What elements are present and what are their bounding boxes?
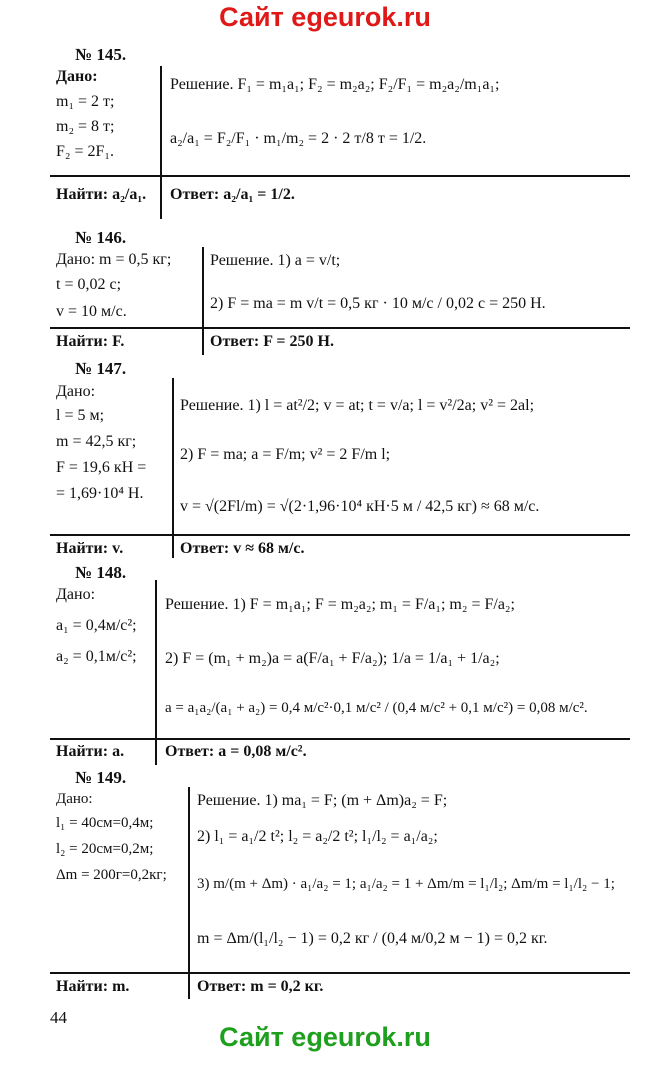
divider-vertical <box>202 247 204 355</box>
problem-147-given <box>56 381 146 504</box>
divider-vertical <box>172 378 174 558</box>
problem-149-solution-2: 2) l₁ = a₁/2 t²; l₂ = a₂/2 t²; l₁/l₂ = a₁/a₂; <box>197 828 438 845</box>
given-line: Дано: m = 0,5 кг; <box>56 251 172 268</box>
problem-147-solution-3: v = √(2Fl/m) = √(2·1,96·10⁴ кН·5 м / 42,5 кг) ≈ 68 м/с. <box>180 498 540 515</box>
given-line: m₂ = 8 т; <box>56 118 115 135</box>
given-line: m = 42,5 кг; <box>56 433 137 450</box>
problem-145-solution-1: Решение. F₁ = m₁a₁; F₂ = m₂a₂; F₂/F₁ = m₂a₂/m₁a₁; <box>170 76 500 93</box>
given-line: a₂ = 0,1м/с²; <box>56 648 137 665</box>
problem-147-find: Найти: v. <box>56 540 124 557</box>
problem-145-given <box>56 66 114 162</box>
problem-148-given <box>56 584 137 667</box>
given-line: l₁ = 40см=0,4м; <box>56 815 154 831</box>
problem-149-solution-3: 3) m/(m + Δm) · a₁/a₂ = 1; a₁/a₂ = 1 + Δm/m = l₁/l₂; Δm/m = l₁/l₂ − 1; <box>197 876 615 892</box>
site-footer-title: Сайт egeurok.ru <box>219 1022 431 1052</box>
given-line: F₂ = 2F₁. <box>56 143 114 160</box>
given-line: Δm = 200г=0,2кг; <box>56 867 167 883</box>
given-line: = 1,69·10⁴ Н. <box>56 485 144 502</box>
given-line: v = 10 м/с. <box>56 303 127 320</box>
problem-149-answer: Ответ: m = 0,2 кг. <box>197 978 324 995</box>
problem-147-answer: Ответ: v ≈ 68 м/с. <box>180 540 305 557</box>
given-line: Дано: <box>56 68 98 85</box>
problem-145-solution-2: a₂/a₁ = F₂/F₁ · m₁/m₂ = 2 · 2 т/8 т = 1/2. <box>170 130 427 147</box>
problem-146-number: № 146. <box>75 228 127 247</box>
given-line: a₁ = 0,4м/с²; <box>56 617 137 634</box>
divider-vertical <box>188 787 190 999</box>
problem-146-solution-1: Решение. 1) a = v/t; <box>210 252 341 269</box>
problem-148-solution-3: a = a₁a₂/(a₁ + a₂) = 0,4 м/с²·0,1 м/с² / (0,4 м/с² + 0,1 м/с²) = 0,08 м/с². <box>165 700 588 716</box>
given-line: F = 19,6 кН = <box>56 459 147 476</box>
problem-146-find: Найти: F. <box>56 333 125 350</box>
problem-148-find: Найти: a. <box>56 743 125 760</box>
problem-145-number: № 145. <box>75 45 127 64</box>
given-line: Дано: <box>56 383 96 400</box>
problem-146-given <box>56 249 171 322</box>
problem-147-solution-1: Решение. 1) l = at²/2; v = at; t = v/a; l = v²/2a; v² = 2al; <box>180 397 535 414</box>
problem-146-solution-2: 2) F = ma = m v/t = 0,5 кг · 10 м/с / 0,02 с = 250 Н. <box>210 295 546 312</box>
divider-horizontal <box>50 972 630 974</box>
problem-149-solution-1: Решение. 1) ma₁ = F; (m + Δm)a₂ = F; <box>197 792 448 809</box>
given-line: l = 5 м; <box>56 407 105 424</box>
divider-horizontal <box>50 327 630 329</box>
problem-147-solution-2: 2) F = ma; a = F/m; v² = 2 F/m l; <box>180 446 391 463</box>
problem-149-solution-4: m = Δm/(l₁/l₂ − 1) = 0,2 кг / (0,4 м/0,2 м − 1) = 0,2 кг. <box>197 930 548 947</box>
given-line: m₁ = 2 т; <box>56 93 115 110</box>
problem-145-answer: Ответ: a₂/a₁ = 1/2. <box>170 186 295 203</box>
given-line: Дано: <box>56 791 93 807</box>
given-line: Дано: <box>56 586 96 603</box>
problem-149-number: № 149. <box>75 768 127 787</box>
site-header-title: Сайт egeurok.ru <box>219 2 431 32</box>
problem-149-given <box>56 789 167 886</box>
divider-horizontal <box>50 534 630 536</box>
problem-149-find: Найти: m. <box>56 978 130 995</box>
problem-145-find: Найти: a₂/a₁. <box>56 186 147 203</box>
page-number: 44 <box>50 1008 67 1027</box>
given-line: t = 0,02 с; <box>56 276 122 293</box>
divider-vertical <box>160 66 162 219</box>
problem-148-number: № 148. <box>75 563 127 582</box>
divider-horizontal <box>50 738 630 740</box>
given-line: l₂ = 20см=0,2м; <box>56 841 154 857</box>
problem-148-solution-1: Решение. 1) F = m₁a₁; F = m₂a₂; m₁ = F/a₁; m₂ = F/a₂; <box>165 596 515 613</box>
problem-147-number: № 147. <box>75 359 127 378</box>
problem-146-answer: Ответ: F = 250 Н. <box>210 333 334 350</box>
problem-148-answer: Ответ: a = 0,08 м/с². <box>165 743 307 760</box>
problem-148-solution-2: 2) F = (m₁ + m₂)a = a(F/a₁ + F/a₂); 1/a = 1/a₁ + 1/a₂; <box>165 650 500 667</box>
divider-horizontal <box>50 175 630 177</box>
